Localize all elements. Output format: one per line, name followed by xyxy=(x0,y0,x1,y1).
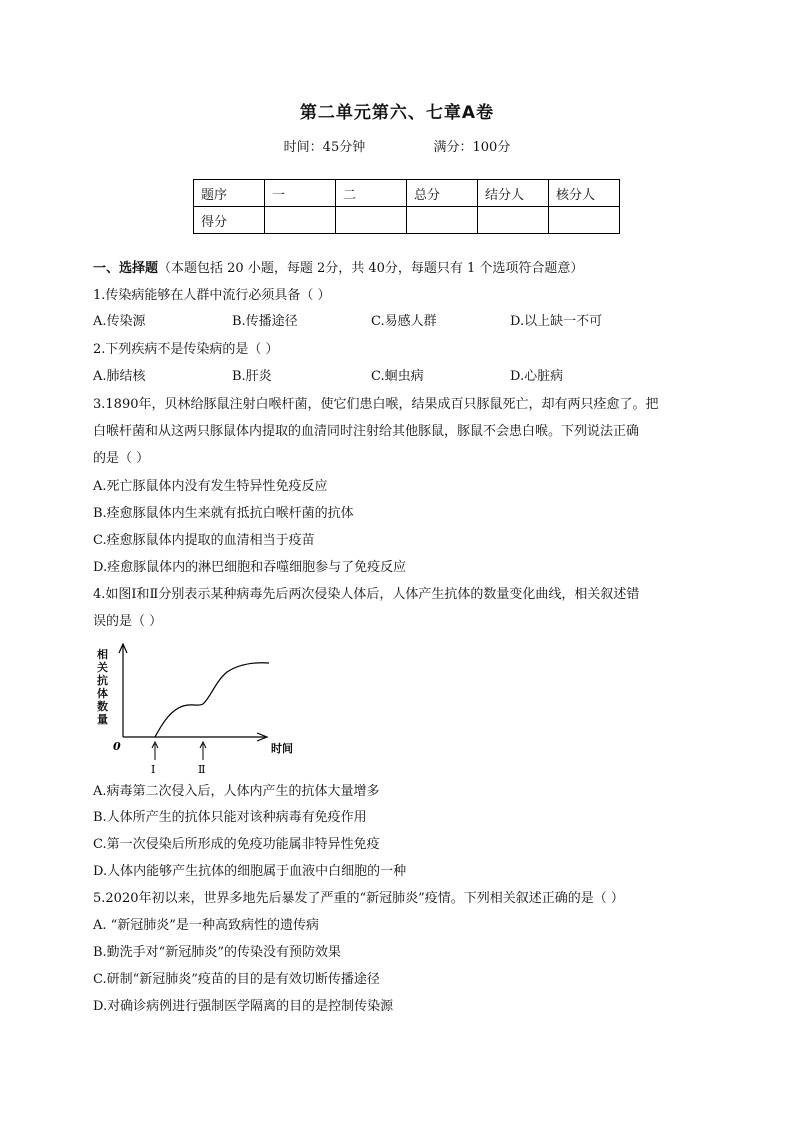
question-3-option-b: B.痊愈豚鼠体内生来就有抵抗白喉杆菌的抗体 xyxy=(93,506,354,521)
table-cell: 总分 xyxy=(407,180,478,207)
antibody-curve-figure xyxy=(93,642,308,777)
table-cell-blank xyxy=(407,207,478,234)
question-4-stem-line-2: 误的是（ ） xyxy=(93,614,163,629)
table-cell: 二 xyxy=(336,180,407,207)
y-label-char: 抗 xyxy=(97,674,108,687)
marker-label-2: Ⅱ xyxy=(198,763,206,776)
question-4-option-c: C.第一次侵染后所形成的免疫功能属非特异性免疫 xyxy=(93,837,380,852)
score-table-header-row xyxy=(194,180,620,207)
table-cell: 题序 xyxy=(194,180,265,207)
section-note: （本题包括 20 小题，每题 2分，共 40分，每题只有 1 个选项符合题意） xyxy=(158,261,584,276)
question-3-option-c: C.痊愈豚鼠体内提取的血清相当于疫苗 xyxy=(93,533,315,548)
option-b: B.肝炎 xyxy=(232,369,272,384)
question-3-stem-line-1: 3.1890年，贝林给豚鼠注射白喉杆菌，使它们患白喉，结果成百只豚鼠死亡，却有两只痊愈了。把 xyxy=(93,397,659,412)
table-cell-blank xyxy=(478,207,549,234)
question-1-stem: 1.传染病能够在人群中流行必须具备（ ） xyxy=(93,288,331,303)
y-label-char: 数 xyxy=(97,700,108,713)
question-4-option-a: A.病毒第二次侵入后，人体内产生的抗体大量增多 xyxy=(93,784,380,799)
option-b: B.传播途径 xyxy=(232,314,298,329)
option-d: D.以上缺一不可 xyxy=(510,314,603,329)
option-d: D.心脏病 xyxy=(510,369,564,384)
section-label: 一、选择题 xyxy=(93,261,159,276)
question-3-stem-line-2: 白喉杆菌和从这两只豚鼠体内提取的血清同时注射给其他豚鼠，豚鼠不会患白喉。下列说法正确 xyxy=(93,424,640,439)
question-4-stem-line-1: 4.如图Ⅰ和Ⅱ分别表示某种病毒先后两次侵染人体后，人体产生抗体的数量变化曲线，相关叙述错 xyxy=(93,587,640,602)
section-heading xyxy=(93,259,583,279)
table-cell: 核分人 xyxy=(549,180,620,207)
score-info: 满分：100分 xyxy=(433,140,511,155)
question-5-option-b: B.勤洗手对“新冠肺炎”的传染没有预防效果 xyxy=(93,945,341,960)
table-cell: 一 xyxy=(265,180,336,207)
score-table xyxy=(193,179,620,234)
table-cell-blank xyxy=(336,207,407,234)
question-4-option-b: B.人体所产生的抗体只能对该种病毒有免疫作用 xyxy=(93,810,367,825)
question-5-option-a: A. “新冠肺炎”是一种高致病性的遗传病 xyxy=(93,918,319,933)
y-label-char: 量 xyxy=(97,713,108,726)
option-c: C.易感人群 xyxy=(371,314,437,329)
x-axis-label: 时间 xyxy=(271,742,293,755)
table-cell-blank xyxy=(549,207,620,234)
table-cell-blank xyxy=(265,207,336,234)
question-5-stem: 5.2020年初以来，世界多地先后暴发了严重的“新冠肺炎”疫情。下列相关叙述正确的是（ ） xyxy=(93,891,624,906)
question-5-option-c: C.研制“新冠肺炎”疫苗的目的是有效切断传播途径 xyxy=(93,972,380,987)
option-c: C.蛔虫病 xyxy=(371,369,424,384)
exam-meta xyxy=(0,136,794,155)
question-2-stem: 2.下列疾病不是传染病的是（ ） xyxy=(93,342,279,357)
question-3-stem-line-3: 的是（ ） xyxy=(93,451,150,466)
y-axis-label xyxy=(97,647,108,726)
option-a: A.肺结核 xyxy=(93,369,146,384)
time-info: 时间：45分钟 xyxy=(283,140,366,155)
score-table-score-row xyxy=(194,207,620,234)
page-title: 第二单元第六、七章A卷 xyxy=(299,103,495,123)
question-3-option-d: D.痊愈豚鼠体内的淋巴细胞和吞噬细胞参与了免疫反应 xyxy=(93,560,407,575)
question-4-option-d: D.人体内能够产生抗体的细胞属于血液中白细胞的一种 xyxy=(93,864,407,879)
table-cell: 结分人 xyxy=(478,180,549,207)
option-a: A.传染源 xyxy=(93,314,146,329)
y-label-char: 相 xyxy=(97,648,108,661)
marker-label-1: Ⅰ xyxy=(151,763,156,776)
y-label-char: 关 xyxy=(97,661,108,674)
y-label-char: 体 xyxy=(97,687,108,700)
antibody-curve xyxy=(155,663,269,737)
question-5-option-d: D.对确诊病例进行强制医学隔离的目的是控制传染源 xyxy=(93,999,394,1014)
question-3-option-a: A.死亡豚鼠体内没有发生特异性免疫反应 xyxy=(93,479,328,494)
table-cell: 得分 xyxy=(194,207,265,234)
origin-label: 0 xyxy=(113,740,121,753)
